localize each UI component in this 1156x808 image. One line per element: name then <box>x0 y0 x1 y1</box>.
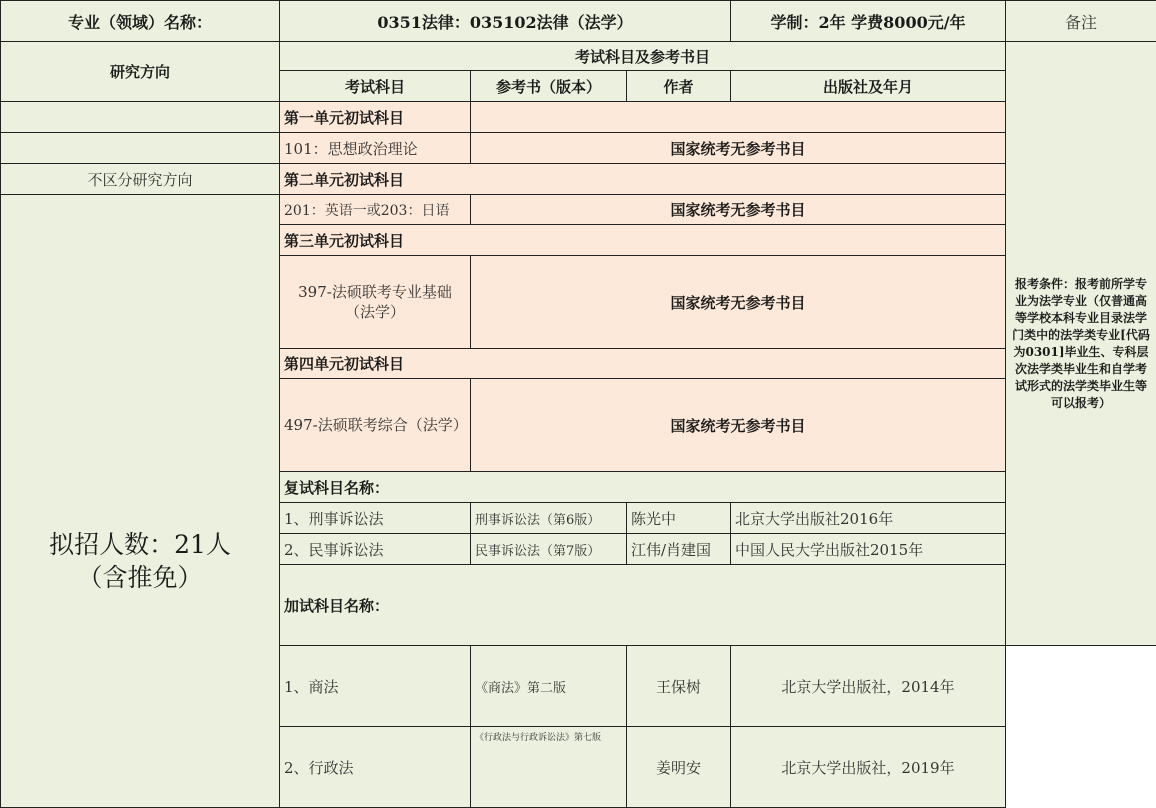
direction-value: 不区分研究方向 <box>1 164 280 195</box>
additional-author: 王保树 <box>627 646 731 727</box>
additional-book: 《行政法与行政诉讼法》第七版 <box>471 727 627 808</box>
additional-subject: 2、行政法 <box>280 727 471 808</box>
unit-3-title: 第三单元初试科目 <box>280 225 1006 256</box>
unit-4-subject: 497-法硕联考综合（法学） <box>280 379 471 472</box>
retest-author: 陈光中 <box>627 503 731 534</box>
direction-empty-cell <box>1 133 280 164</box>
direction-empty-cell <box>1 102 280 133</box>
major-label: 专业（领域）名称： <box>1 1 280 42</box>
unit-2-subject: 201：英语一或203：日语 <box>280 195 471 225</box>
unit-4-title: 第四单元初试科目 <box>280 349 1006 379</box>
retest-subject: 2、民事诉讼法 <box>280 534 471 565</box>
additional-publisher: 北京大学出版社，2014年 <box>731 646 1006 727</box>
book-column-header: 参考书（版本） <box>471 71 627 102</box>
exam-group-header: 考试科目及参考书目 <box>280 42 1006 71</box>
retest-author: 江伟/肖建国 <box>627 534 731 565</box>
additional-title: 加试科目名称： <box>280 565 1006 646</box>
retest-book: 刑事诉讼法（第6版） <box>471 503 627 534</box>
additional-subject: 1、商法 <box>280 646 471 727</box>
subject-column-header: 考试科目 <box>280 71 471 102</box>
unit-3-reference: 国家统考无参考书目 <box>471 256 1006 349</box>
retest-publisher: 中国人民大学出版社2015年 <box>731 534 1006 565</box>
remarks-header: 备注 <box>1006 1 1156 42</box>
duration-fee: 学制：2年 学费8000元/年 <box>731 1 1006 42</box>
unit-1-blank <box>471 102 1006 133</box>
unit-2-title: 第二单元初试科目 <box>280 164 1006 195</box>
author-column-header: 作者 <box>627 71 731 102</box>
unit-1-subject: 101：思想政治理论 <box>280 133 471 164</box>
retest-publisher: 北京大学出版社2016年 <box>731 503 1006 534</box>
enrollment-count: 拟招人数：21人 <box>49 530 231 559</box>
enrollment-note: （含推免） <box>77 563 203 592</box>
unit-2-reference: 国家统考无参考书目 <box>471 195 1006 225</box>
unit-4-reference: 国家统考无参考书目 <box>471 379 1006 472</box>
additional-book: 《商法》第二版 <box>471 646 627 727</box>
retest-subject: 1、刑事诉讼法 <box>280 503 471 534</box>
additional-author: 姜明安 <box>627 727 731 808</box>
major-value: 0351法律：035102法律（法学） <box>280 1 731 42</box>
unit-1-title: 第一单元初试科目 <box>280 102 471 133</box>
enrollment-cell <box>1 195 280 808</box>
unit-1-reference: 国家统考无参考书目 <box>471 133 1006 164</box>
retest-title: 复试科目名称： <box>280 472 1006 503</box>
retest-book: 民事诉讼法（第7版） <box>471 534 627 565</box>
unit-3-subject: 397-法硕联考专业基础（法学） <box>280 256 471 349</box>
direction-header: 研究方向 <box>1 42 280 102</box>
remarks-conditions: 报考条件：报考前所学专业为法学专业（仅普通高等学校本科专业目录法学门类中的法学类专业[代码为0301]毕业生、专科层次法学类毕业生和自学考试形式的法学类毕业生等可以报考） <box>1006 42 1156 646</box>
publisher-column-header: 出版社及年月 <box>731 71 1006 102</box>
additional-publisher: 北京大学出版社，2019年 <box>731 727 1006 808</box>
